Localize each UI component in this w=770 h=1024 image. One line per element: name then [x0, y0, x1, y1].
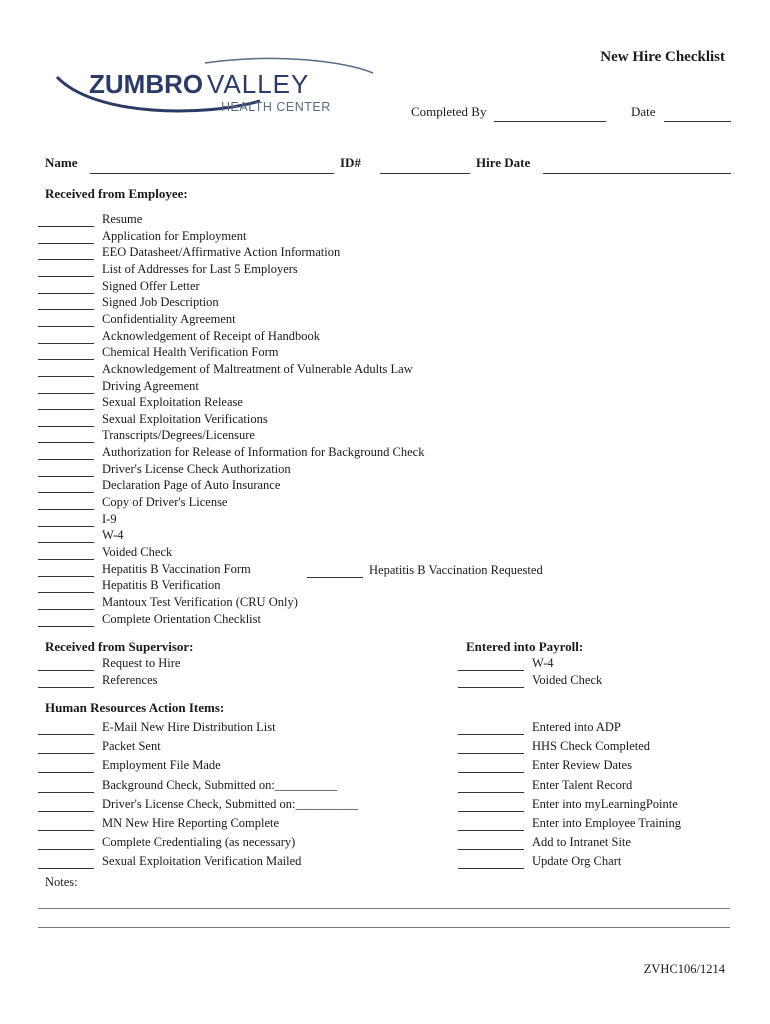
checklist-item-label: Confidentiality Agreement: [102, 311, 236, 326]
hep-b-requested-label: Hepatitis B Vaccination Requested: [369, 563, 543, 577]
checklist-item: [38, 527, 124, 543]
checklist-item-label: Enter into Employee Training: [532, 816, 681, 830]
checklist-item: [38, 544, 172, 560]
checkbox-blank[interactable]: [38, 380, 94, 394]
checklist-item: [458, 853, 621, 869]
checklist-item: [458, 796, 678, 812]
checklist-item-label: Entered into ADP: [532, 720, 621, 734]
checklist-item-label: Enter into myLearningPointe: [532, 796, 678, 811]
checklist-item-label: Driving Agreement: [102, 378, 199, 393]
checkbox-blank[interactable]: [38, 855, 94, 869]
notes-line[interactable]: [38, 927, 730, 928]
checklist-item: [38, 853, 301, 869]
checklist-item: [38, 394, 243, 410]
hep-b-requested-blank[interactable]: [307, 564, 363, 578]
checkbox-blank[interactable]: [38, 263, 94, 277]
hire-date-field[interactable]: [543, 173, 731, 174]
checklist-item-label: Complete Credentialing (as necessary): [102, 835, 296, 850]
checklist-item: [38, 344, 278, 360]
checklist-item-label: W-4: [102, 528, 124, 543]
checklist-item-label: Acknowledgement of Maltreatment of Vulnerable Adults Law: [102, 361, 413, 376]
checklist-item-label: Acknowledgement of Receipt of Handbook: [102, 328, 320, 343]
checklist-item: [38, 777, 337, 793]
supervisor-section-heading: Received from Supervisor:: [45, 639, 194, 654]
checklist-item-label: Transcripts/Degrees/Licensure: [102, 428, 255, 443]
checklist-item: [458, 834, 631, 850]
checklist-item: [38, 594, 298, 610]
checklist-item: [38, 328, 320, 344]
checkbox-blank[interactable]: [38, 413, 94, 427]
checklist-item-label: Update Org Chart: [532, 854, 622, 869]
checklist-item: [38, 757, 221, 773]
checklist-item-label: Driver's License Check Authorization: [102, 461, 291, 476]
checklist-item-label: EEO Datasheet/Affirmative Action Information: [102, 245, 341, 260]
checklist-item: [38, 511, 117, 527]
checklist-item: [38, 411, 268, 427]
checklist-item-label: Chemical Health Verification Form: [102, 345, 279, 360]
checklist-item-label: Hepatitis B Verification: [102, 578, 221, 593]
checklist-item: [458, 777, 632, 793]
checkbox-blank[interactable]: [458, 759, 524, 773]
checklist-item: [38, 361, 413, 377]
checklist-item-label: Application for Employment: [102, 228, 247, 243]
checkbox-blank[interactable]: [458, 817, 524, 831]
checklist-item: [458, 738, 650, 754]
id-field[interactable]: [380, 173, 470, 174]
checklist-item-label: List of Addresses for Last 5 Employers: [102, 261, 298, 276]
checkbox-blank[interactable]: [38, 330, 94, 344]
checklist-item-label: References: [102, 673, 158, 687]
checklist-item-label: Add to Intranet Site: [532, 835, 631, 850]
checkbox-blank[interactable]: [458, 740, 524, 754]
checklist-item: [38, 244, 340, 260]
checkbox-blank[interactable]: [38, 798, 94, 812]
checklist-item-label: HHS Check Completed: [532, 739, 651, 754]
checklist-item-label: Voided Check: [102, 545, 173, 559]
checkbox-blank[interactable]: [38, 529, 94, 543]
checkbox-blank[interactable]: [38, 721, 94, 735]
checkbox-blank[interactable]: [38, 280, 94, 294]
checklist-item: [38, 228, 246, 244]
checkbox-blank[interactable]: [38, 657, 94, 671]
checklist-item: [38, 672, 158, 688]
checklist-item: [458, 655, 554, 671]
checklist-item: [38, 834, 295, 850]
checklist-item: [38, 719, 276, 735]
checklist-item: [38, 294, 219, 310]
checkbox-blank[interactable]: [38, 836, 94, 850]
checklist-item: [38, 477, 280, 493]
checkbox-blank[interactable]: [38, 496, 94, 510]
checkbox-blank[interactable]: [38, 230, 94, 244]
checklist-item: [38, 738, 161, 754]
checkbox-blank[interactable]: [38, 579, 94, 593]
checklist-item: [38, 494, 227, 510]
checkbox-blank[interactable]: [38, 817, 94, 831]
checklist-item-label: MN New Hire Reporting Complete: [102, 816, 280, 830]
zumbro-valley-logo: [55, 55, 375, 123]
checkbox-blank[interactable]: [458, 855, 524, 869]
checklist-item: [38, 577, 221, 593]
notes-line[interactable]: [38, 908, 730, 909]
checklist-item-label: Voided Check: [532, 673, 603, 687]
checklist-item-label: Declaration Page of Auto Insurance: [102, 478, 281, 493]
checklist-item: [38, 655, 180, 671]
checkbox-blank[interactable]: [38, 463, 94, 477]
checklist-item-label: Complete Orientation Checklist: [102, 611, 261, 626]
checklist-item-label: Enter Talent Record: [532, 777, 633, 792]
checklist-item: [458, 757, 632, 773]
checklist-item: [458, 815, 681, 831]
checkbox-blank[interactable]: [38, 674, 94, 688]
completed-by-label: Completed By: [411, 104, 487, 119]
employee-section-heading: Received from Employee:: [45, 186, 188, 201]
checkbox-blank[interactable]: [38, 563, 94, 577]
checklist-item-label: Signed Job Description: [102, 295, 219, 310]
checklist-item-label: Employment File Made: [102, 758, 221, 773]
checklist-item: [38, 311, 236, 327]
checkbox-blank[interactable]: [38, 546, 94, 560]
checklist-item-label: Request to Hire: [102, 656, 181, 670]
checkbox-blank[interactable]: [458, 779, 524, 793]
checkbox-blank[interactable]: [38, 246, 94, 260]
checklist-item-label: E-Mail New Hire Distribution List: [102, 720, 276, 734]
checklist-item-label: Packet Sent: [102, 739, 161, 754]
name-label: Name: [45, 155, 78, 170]
checkbox-blank[interactable]: [458, 798, 524, 812]
checklist-item: [38, 278, 200, 294]
checklist-item: [38, 561, 251, 577]
checkbox-blank[interactable]: [38, 363, 94, 377]
completed-by-field[interactable]: [494, 121, 606, 122]
checklist-item-label: Background Check, Submitted on:__________: [102, 777, 338, 792]
checkbox-blank[interactable]: [38, 346, 94, 360]
checklist-item-label: Hepatitis B Vaccination Form: [102, 561, 251, 576]
checklist-item: [38, 211, 142, 227]
checklist-item: [38, 444, 424, 460]
checklist-item: [38, 796, 358, 812]
checklist-item: [38, 461, 291, 477]
checklist-item: [38, 378, 199, 394]
checkbox-blank[interactable]: [38, 296, 94, 310]
checklist-item: [38, 611, 261, 627]
checklist-item: [38, 815, 279, 831]
payroll-section-heading: Entered into Payroll:: [466, 639, 584, 654]
hr-section-heading: Human Resources Action Items:: [45, 700, 225, 715]
logo-text-bold: ZUMBRO: [89, 69, 204, 99]
checklist-item-label: W-4: [532, 656, 554, 670]
checkbox-blank[interactable]: [38, 396, 94, 410]
form-code: ZVHC106/1214: [643, 962, 725, 976]
checklist-item-label: Sexual Exploitation Verification Mailed: [102, 854, 302, 869]
checklist-item-label: Signed Offer Letter: [102, 278, 200, 293]
checklist-item-label: Authorization for Release of Information for Background Check: [102, 445, 425, 460]
hep-b-requested-item: [307, 562, 543, 578]
notes-label: Notes:: [45, 875, 78, 889]
checklist-item-label: Sexual Exploitation Release: [102, 395, 243, 410]
checkbox-blank[interactable]: [458, 721, 524, 735]
checkbox-blank[interactable]: [38, 213, 94, 227]
checkbox-blank[interactable]: [38, 779, 94, 793]
checkbox-blank[interactable]: [38, 596, 94, 610]
checklist-item-label: Enter Review Dates: [532, 758, 632, 773]
checklist-item-label: Driver's License Check, Submitted on:__________: [102, 796, 359, 811]
checklist-item-label: I-9: [102, 511, 117, 526]
checkbox-blank[interactable]: [38, 759, 94, 773]
date-label: Date: [631, 104, 656, 119]
checklist-item: [458, 672, 602, 688]
checkbox-blank[interactable]: [38, 429, 94, 443]
checkbox-blank[interactable]: [458, 674, 524, 688]
checkbox-blank[interactable]: [38, 313, 94, 327]
checklist-item-label: Copy of Driver's License: [102, 495, 228, 510]
name-field[interactable]: [90, 173, 334, 174]
checkbox-blank[interactable]: [38, 446, 94, 460]
checkbox-blank[interactable]: [38, 479, 94, 493]
checkbox-blank[interactable]: [458, 657, 524, 671]
page-title: New Hire Checklist: [600, 49, 725, 65]
checkbox-blank[interactable]: [38, 740, 94, 754]
id-label: ID#: [340, 155, 361, 170]
logo-subtext: HEALTH CENTER: [221, 100, 331, 114]
checklist-item-label: Sexual Exploitation Verifications: [102, 411, 268, 426]
checklist-item-label: Resume: [102, 212, 143, 226]
checklist-item-label: Mantoux Test Verification (CRU Only): [102, 594, 298, 609]
hire-date-label: Hire Date: [476, 155, 531, 170]
logo-text-light: VALLEY: [207, 69, 310, 99]
checklist-item: [38, 427, 255, 443]
checkbox-blank[interactable]: [38, 513, 94, 527]
checkbox-blank[interactable]: [38, 613, 94, 627]
checklist-item: [38, 261, 298, 277]
checkbox-blank[interactable]: [458, 836, 524, 850]
date-field[interactable]: [664, 121, 731, 122]
checklist-item: [458, 719, 621, 735]
